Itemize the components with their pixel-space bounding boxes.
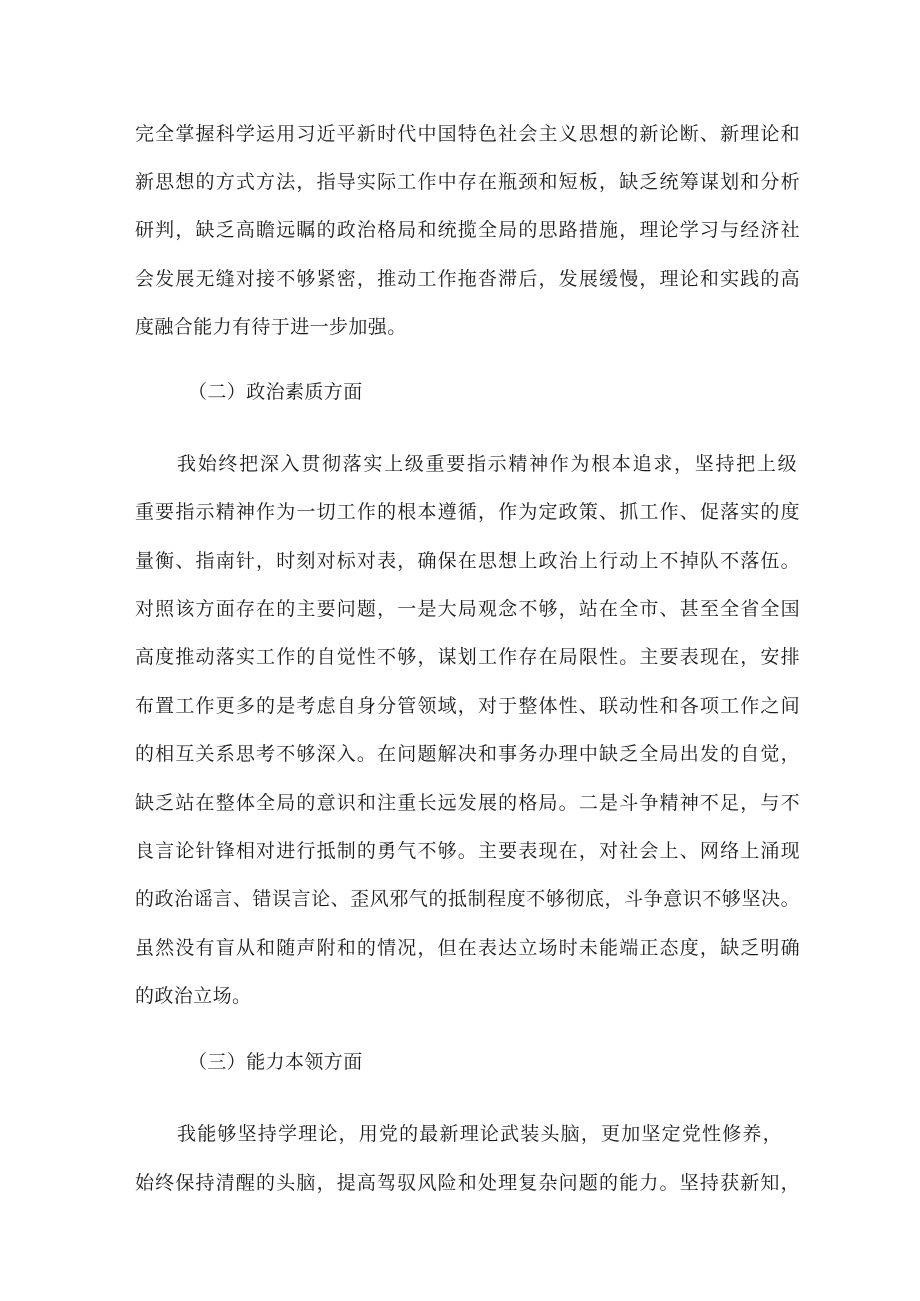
paragraph-line: 度融合能力有待于进一步加强。 [135,316,407,338]
paragraph-line: 研判，缺乏高瞻远瞩的政治格局和统揽全局的思路措施，理论学习与经济社 [135,219,800,241]
paragraph-line: 良言论针锋相对进行抵制的勇气不够。主要表现在，对社会上、网络上涌现 [135,840,800,862]
paragraph-line: 缺乏站在整体全局的意识和注重长远发展的格局。二是斗争精神不足，与不 [135,792,800,814]
paragraph-line: 新思想的方式方法，指导实际工作中存在瓶颈和短板，缺乏统筹谋划和分析 [135,171,800,193]
paragraph-line: 对照该方面存在的主要问题，一是大局观念不够，站在全市、甚至全省全国 [135,598,800,620]
paragraph-line: 始终保持清醒的头脑，提高驾驭风险和处理复杂问题的能力。坚持获新知， [135,1172,800,1194]
paragraph-line: 布置工作更多的是考虑自身分管领域，对于整体性、联动性和各项工作之间 [135,695,800,717]
paragraph-line: 高度推动落实工作的自觉性不够，谋划工作存在局限性。主要表现在，安排 [135,646,800,668]
paragraph-line: 的政治谣言、错误言论、歪风邪气的抵制程度不够彻底，斗争意识不够坚决。 [135,888,800,910]
paragraph-line: 的政治立场。 [135,985,252,1007]
section-heading-ability: （三）能力本领方面 [188,1051,363,1073]
paragraph-line: 虽然没有盲从和随声附和的情况，但在表达立场时未能端正态度，缺乏明确 [135,937,800,959]
paragraph-line: 我能够坚持学理论，用党的最新理论武装头脑，更加坚定党性修养， [177,1123,782,1145]
paragraph-line: 的相互关系思考不够深入。在问题解决和事务办理中缺乏全局出发的自觉， [135,743,800,765]
paragraph-line: 会发展无缝对接不够紧密，推动工作拖沓滞后，发展缓慢，理论和实践的高 [135,268,800,290]
paragraph-line: 重要指示精神作为一切工作的根本遵循，作为定政策、抓工作、促落实的度 [135,501,800,523]
paragraph-line: 我始终把深入贯彻落实上级重要指示精神作为根本追求，坚持把上级 [177,453,797,475]
paragraph-line: 完全掌握科学运用习近平新时代中国特色社会主义思想的新论断、新理论和 [135,123,800,145]
paragraph-line: 量衡、指南针，时刻对标对表，确保在思想上政治上行动上不掉队不落伍。 [135,550,800,572]
section-heading-political-quality: （二）政治素质方面 [188,381,363,403]
